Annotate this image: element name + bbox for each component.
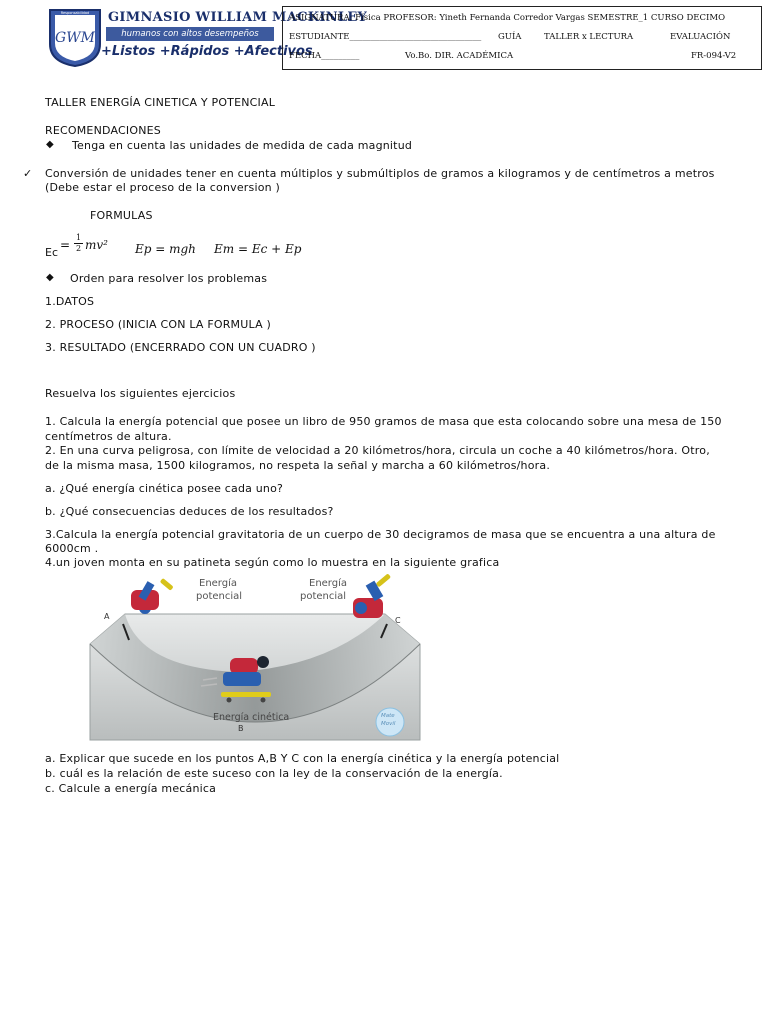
exercise-2: 2. En una curva peligrosa, con límite de velocidad a 20 kilómetros/hora, circula un coche a 40 kilómetros/hora. Otro, (45, 444, 710, 457)
subject-row: ASIGNATURA: Física PROFESOR: Yineth Fernanda Corredor Vargas SEMESTRE_1 CURSO DECIMO (289, 13, 726, 23)
exercise-2-cont: de la misma masa, 1500 kilogramos, no respeta la señal y marcha a 60 kilómetros/hora. (45, 459, 551, 472)
ep-formula: Ep = mgh (135, 242, 196, 256)
formulas-heading: FORMULAS (90, 209, 153, 222)
guia-label: GUÍA (498, 32, 522, 42)
point-b-label: B (238, 724, 244, 733)
em-formula: Em = Ec + Ep (214, 242, 302, 256)
watermark-text-2: Movil (381, 721, 396, 727)
date-field: FECHA_________ (289, 51, 360, 61)
potential-label-left: Energía (199, 578, 237, 589)
kinetic-label: Energía cinética (213, 712, 290, 723)
potential-label-left-2: potencial (196, 591, 243, 602)
ec-fraction-denominator: 2 (75, 244, 82, 253)
final-question-c: c. Calcule a energía mecánica (45, 782, 217, 795)
final-question-b: b. cuál es la relación de este suceso con la ley de la conservación de la energía. (45, 767, 503, 780)
school-crest-icon (46, 6, 104, 68)
order-heading: Orden para resolver los problemas (70, 272, 268, 285)
question-a: a. ¿Qué energía cinética posee cada uno? (45, 482, 284, 495)
final-question-a: a. Explicar que sucede en los puntos A,B Y C con la energía cinética y la energía potencial (45, 752, 560, 765)
exercise-1-cont: centímetros de altura. (45, 430, 172, 443)
potential-label-right-2: potencial (300, 591, 347, 602)
ec-formula: mv² (85, 238, 108, 252)
watermark-text: Mate (381, 713, 395, 719)
point-a-label: A (104, 612, 110, 621)
diamond-bullet-icon: ◆ (46, 139, 54, 150)
exercise-3-cont: 6000cm . (45, 542, 99, 555)
taller-lectura-label: TALLER x LECTURA (544, 32, 634, 42)
ec-equals: = (60, 238, 71, 252)
vobo-label: Vo.Bo. DIR. ACADÉMICA (405, 51, 514, 61)
school-slogan: +Listos +Rápidos +Afectivos (101, 44, 313, 59)
recommendation-conversion: Conversión de unidades tener en cuenta múltiplos y submúltiplos de gramos a kilogramos y de centímetros a metros (45, 167, 715, 180)
school-motto: humanos con altos desempeños (106, 27, 274, 41)
page-title: TALLER ENERGÍA CINETICA Y POTENCIAL (45, 96, 276, 109)
form-code: FR-094-V2 (691, 51, 737, 61)
crest-letters: GWM (55, 30, 95, 46)
recommendations-heading: RECOMENDACIONES (45, 124, 161, 137)
course-info-table (282, 6, 762, 70)
exercise-1: 1. Calcula la energía potencial que posee un libro de 950 gramos de masa que esta colocando sobre una mesa de 150 (45, 415, 722, 428)
step-process: 2. PROCESO (INICIA CON LA FORMULA ) (45, 318, 271, 331)
exercises-heading: Resuelva los siguientes ejercicios (45, 387, 236, 400)
student-field: ESTUDIANTE_______________________________ (289, 32, 482, 42)
recommendation-conversion-note: (Debe estar el proceso de la conversion ) (45, 181, 280, 194)
crest-top-text: Responsabilidad (60, 11, 90, 15)
step-result: 3. RESULTADO (ENCERRADO CON UN CUADRO ) (45, 341, 316, 354)
exercise-3: 3.Calcula la energía potencial gravitatoria de un cuerpo de 30 decigramos de masa que se encuentra a una altura de (45, 528, 716, 541)
evaluacion-label: EVALUACIÓN (670, 32, 731, 42)
ec-label: Ec (45, 246, 58, 259)
question-b: b. ¿Qué consecuencias deduces de los resultados? (45, 505, 334, 518)
step-data: 1.DATOS (45, 295, 95, 308)
diamond-bullet-icon: ◆ (46, 272, 54, 283)
school-name: GIMNASIO WILLIAM MACKINLEY (108, 10, 368, 25)
exercise-4: 4.un joven monta en su patineta según como lo muestra en la siguiente grafica (45, 556, 500, 569)
recommendation-units: Tenga en cuenta las unidades de medida de cada magnitud (72, 139, 413, 152)
potential-label-right: Energía (309, 578, 347, 589)
point-c-label: C (395, 616, 401, 625)
ec-fraction-numerator: 1 (75, 233, 82, 242)
checkmark-icon: ✓ (23, 167, 33, 180)
